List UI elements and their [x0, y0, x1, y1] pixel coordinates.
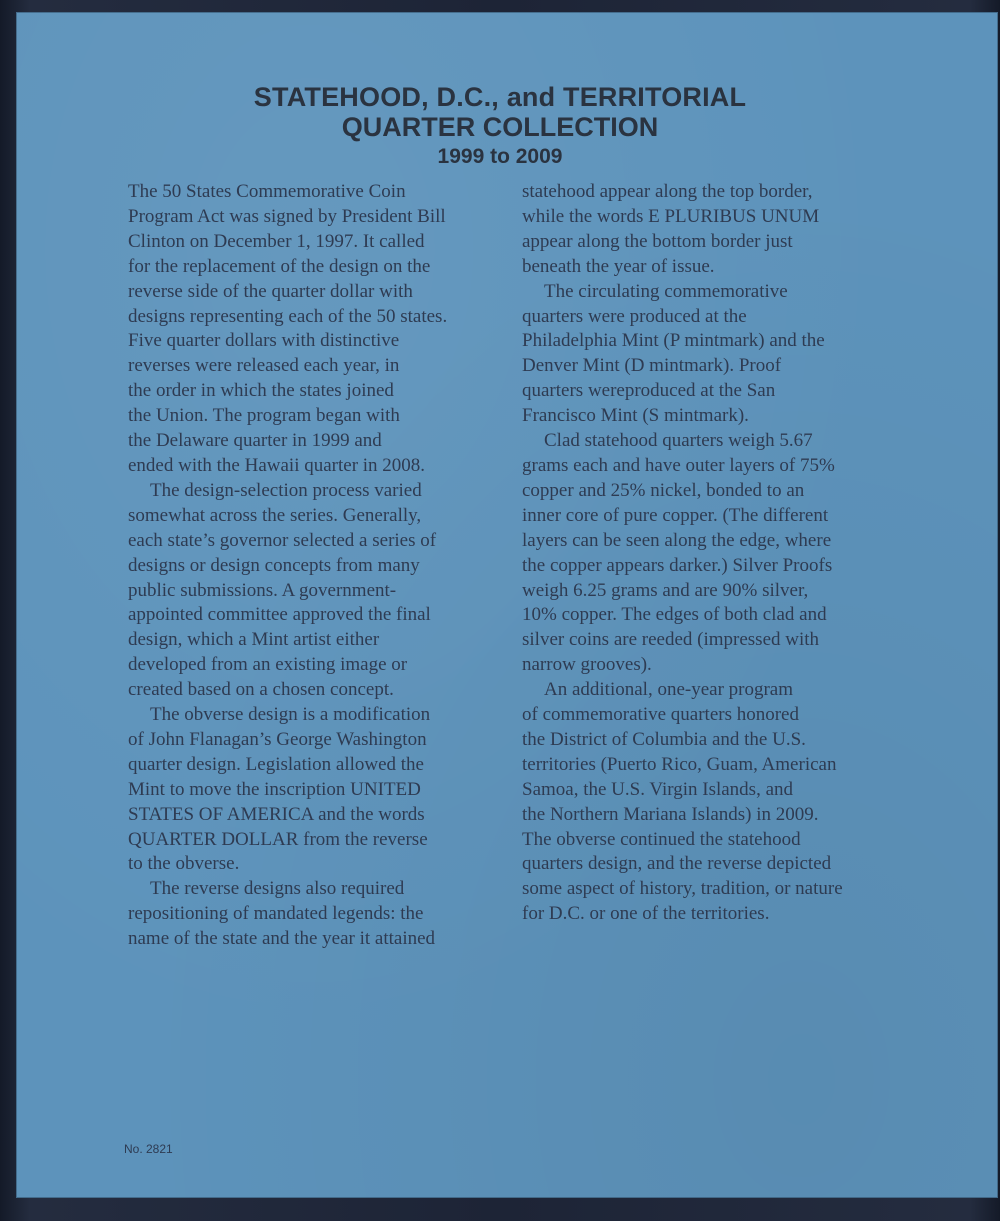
- text-line: QUARTER DOLLAR from the reverse: [128, 828, 428, 850]
- text-line: Clad statehood quarters weigh 5.67: [544, 430, 813, 452]
- text-line: while the words E PLURIBUS UNUM: [522, 205, 820, 227]
- text-line: statehood appear along the top border,: [522, 181, 813, 202]
- text-line: for D.C. or one of the territories.: [522, 903, 770, 925]
- title-line-1: STATEHOOD, D.C., and TERRITORIAL: [253, 82, 747, 112]
- text-line: The 50 States Commemorative Coin: [128, 181, 406, 202]
- text-line: of John Flanagan’s George Washington: [128, 728, 427, 750]
- text-line: Samoa, the U.S. Virgin Islands, and: [522, 778, 794, 800]
- text-line: 10% copper. The edges of both clad and: [522, 604, 827, 626]
- text-line: designs representing each of the 50 states.: [128, 305, 448, 327]
- text-line: Mint to move the inscription UNITED: [128, 778, 421, 800]
- title-years: 1999 to 2009: [437, 145, 563, 168]
- right-text-column: [522, 180, 902, 927]
- text-line: design, which a Mint artist either: [128, 629, 380, 651]
- text-line: appointed committee approved the final: [128, 604, 431, 626]
- text-line: the order in which the states joined: [128, 380, 394, 402]
- text-line: of commemorative quarters honored: [522, 704, 799, 726]
- text-line: STATES OF AMERICA and the words: [128, 803, 425, 825]
- text-line: for the replacement of the design on the: [128, 255, 431, 277]
- text-line: to the obverse.: [128, 853, 240, 875]
- text-line: quarters were produced at the: [522, 305, 747, 327]
- text-line: created based on a chosen concept.: [128, 679, 394, 701]
- text-line: name of the state and the year it attained: [128, 928, 436, 950]
- text-line: reverse side of the quarter dollar with: [128, 280, 413, 302]
- text-line: the District of Columbia and the U.S.: [522, 728, 806, 750]
- text-line: The design-selection process varied: [150, 479, 422, 501]
- text-line: grams each and have outer layers of 75%: [522, 454, 835, 476]
- text-line: the copper appears darker.) Silver Proofs: [522, 554, 833, 576]
- text-line: designs or design concepts from many: [128, 554, 420, 576]
- text-line: some aspect of history, tradition, or nature: [522, 878, 843, 900]
- text-line: public submissions. A government-: [128, 579, 397, 601]
- text-line: Philadelphia Mint (P mintmark) and the: [522, 330, 825, 352]
- text-line: the Delaware quarter in 1999 and: [128, 430, 382, 452]
- text-line: somewhat across the series. Generally,: [128, 504, 422, 526]
- text-line: each state’s governor selected a series of: [128, 529, 437, 551]
- text-line: quarters design, and the reverse depicted: [522, 853, 832, 875]
- text-line: silver coins are reeded (impressed with: [522, 629, 820, 651]
- text-line: weigh 6.25 grams and are 90% silver,: [522, 579, 809, 601]
- text-line: An additional, one-year program: [544, 679, 794, 701]
- text-line: copper and 25% nickel, bonded to an: [522, 479, 805, 501]
- text-line: the Northern Mariana Islands) in 2009.: [522, 803, 819, 825]
- left-text-column: [128, 180, 508, 952]
- text-line: The obverse continued the statehood: [522, 828, 801, 850]
- text-line: reverses were released each year, in: [128, 355, 400, 377]
- text-line: layers can be seen along the edge, where: [522, 529, 832, 551]
- text-line: Program Act was signed by President Bill: [128, 205, 446, 227]
- text-line: repositioning of mandated legends: the: [128, 903, 424, 925]
- text-line: developed from an existing image or: [128, 654, 408, 676]
- text-line: inner core of pure copper. (The different: [522, 504, 829, 526]
- text-line: beneath the year of issue.: [522, 255, 715, 277]
- text-line: territories (Puerto Rico, Guam, American: [522, 753, 837, 775]
- title-line-2: QUARTER COLLECTION: [341, 112, 659, 142]
- text-line: Francisco Mint (S mintmark).: [522, 405, 749, 427]
- text-line: appear along the bottom border just: [522, 230, 793, 252]
- text-line: Five quarter dollars with distinctive: [128, 330, 400, 352]
- text-line: the Union. The program began with: [128, 405, 400, 427]
- page-heading: [0, 82, 1000, 170]
- text-line: Denver Mint (D mintmark). Proof: [522, 355, 782, 377]
- catalog-number: No. 2821: [124, 1142, 173, 1156]
- text-line: quarters wereproduced at the San: [522, 380, 776, 402]
- text-line: quarter design. Legislation allowed the: [128, 753, 424, 775]
- text-line: Clinton on December 1, 1997. It called: [128, 230, 425, 252]
- text-line: The circulating commemorative: [544, 280, 788, 302]
- text-line: The reverse designs also required: [150, 878, 405, 900]
- text-line: The obverse design is a modification: [150, 704, 431, 726]
- text-line: narrow grooves).: [522, 654, 652, 676]
- text-line: ended with the Hawaii quarter in 2008.: [128, 454, 426, 476]
